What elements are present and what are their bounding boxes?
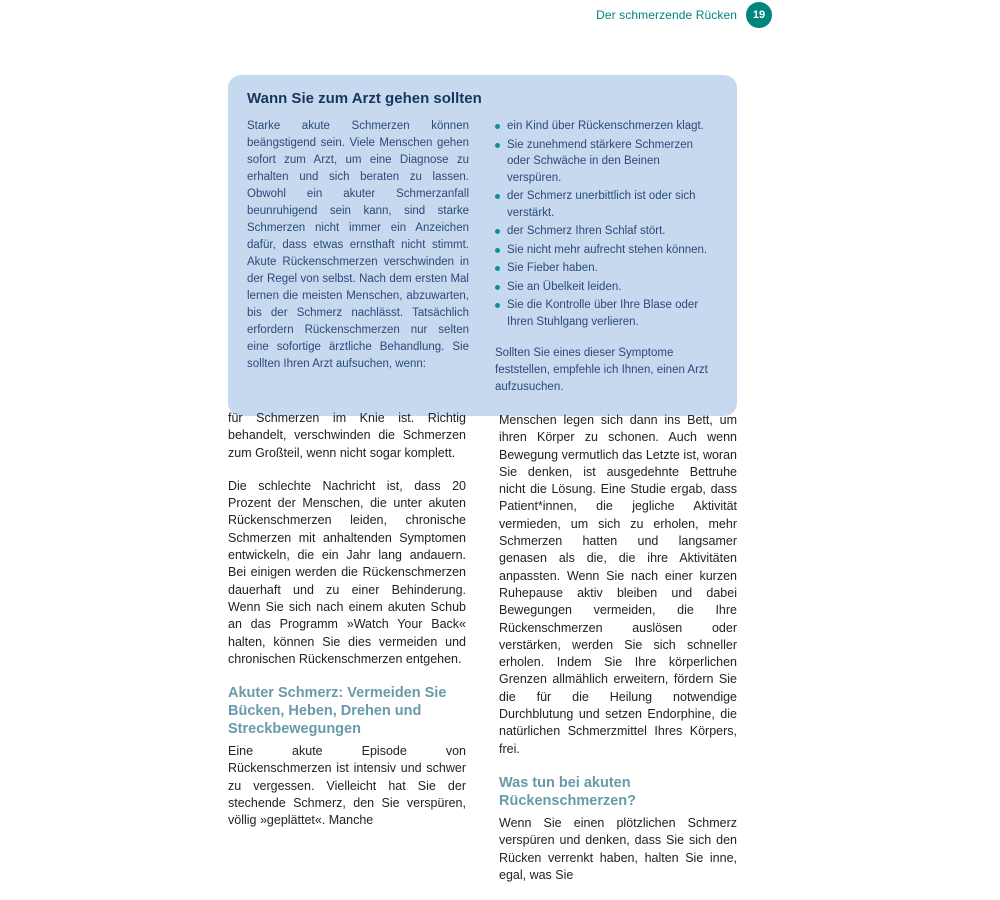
list-item-text: Sie die Kontrolle über Ihre Blase oder Ihren Stuhlgang verlieren. bbox=[507, 299, 699, 328]
infobox-intro: Starke akute Schmerzen können beängstigend sein. Viele Menschen gehen sofort zum Arzt, um eine Diagnose zu erhalten und sich beraten zu lassen. Obwohl ein akuter Schmerzanfall beunruhigend sein kann, sind starke Schmerzen nicht immer ein Anzeichen dafür, dass etwas ernsthaft nicht stimmt. Akute Rückenschmerzen verschwinden in der Regel von selbst. Nach dem ersten Mal lernen die meisten Menschen, abzuwarten, bis der Schmerz nachlässt. Tatsächlich erfordern Rückenschmerzen nur selten eine sofortige ärztliche Behandlung. Sie sollten Ihren Arzt aufsuchen, wenn: bbox=[247, 120, 469, 370]
list-item-text: Sie nicht mehr aufrecht stehen können. bbox=[507, 243, 708, 256]
running-title: Der schmerzende Rücken bbox=[596, 8, 737, 22]
bullet-dot-icon bbox=[495, 124, 500, 129]
left-column bbox=[228, 410, 466, 900]
list-item-text: der Schmerz Ihren Schlaf stört. bbox=[507, 225, 666, 237]
infobox-outro: Sollten Sie eines dieser Symptome feststellen, empfehle ich Ihnen, einen Arzt aufzusuchen. bbox=[495, 347, 708, 393]
bullet-dot-icon bbox=[495, 285, 500, 290]
infobox-right-column bbox=[495, 118, 717, 396]
list-item-text: der Schmerz unerbittlich ist oder sich verstärkt. bbox=[507, 190, 696, 219]
page-number-badge: 19 bbox=[746, 2, 772, 28]
list-item bbox=[495, 279, 717, 296]
infobox-columns bbox=[247, 118, 717, 396]
list-item bbox=[495, 188, 717, 221]
list-item bbox=[495, 118, 717, 135]
paragraph: Eine akute Episode von Rückenschmerzen ist intensiv und schwer zu vergessen. Vielleicht hat Sie der stechende Schmerz, den Sie verspüren, völlig »geplättet«. Manche bbox=[228, 744, 466, 828]
list-item-text: ein Kind über Rückenschmerzen klagt. bbox=[507, 120, 704, 132]
paragraph: für Schmerzen im Knie ist. Richtig behandelt, verschwinden die Schmerzen zum Großteil, wenn nicht sogar komplett. bbox=[228, 411, 466, 460]
list-item-text: Sie Fieber haben. bbox=[507, 262, 598, 274]
list-item bbox=[495, 260, 717, 277]
list-item bbox=[495, 242, 717, 259]
infobox-title: Wann Sie zum Arzt gehen sollten bbox=[247, 90, 482, 107]
list-item bbox=[495, 297, 717, 330]
paragraph: Wenn Sie einen plötzlichen Schmerz verspüren und denken, dass Sie sich den Rücken verrenkt haben, halten Sie inne, egal, was Sie bbox=[499, 815, 737, 882]
list-item-text: Sie zunehmend stärkere Schmerzen oder Schwäche in den Beinen verspüren. bbox=[507, 138, 694, 184]
bullet-dot-icon bbox=[495, 143, 500, 148]
section-heading: Was tun bei akuten Rückenschmerzen? bbox=[499, 774, 636, 809]
list-item bbox=[495, 137, 717, 187]
page-header bbox=[0, 2, 772, 28]
body-text bbox=[228, 410, 737, 900]
symptom-list bbox=[495, 118, 717, 330]
list-item bbox=[495, 223, 717, 240]
bullet-dot-icon bbox=[495, 266, 500, 271]
bullet-dot-icon bbox=[495, 248, 500, 253]
list-item-text: Sie an Übelkeit leiden. bbox=[507, 280, 622, 293]
bullet-dot-icon bbox=[495, 303, 500, 308]
section-heading: Akuter Schmerz: Vermeiden Sie Bücken, Heben, Drehen und Streckbewegungen bbox=[228, 685, 447, 738]
paragraph: Die schlechte Nachricht ist, dass 20 Prozent der Menschen, die unter akuten Rückenschmerzen leiden, chronische Schmerzen mit anhaltenden Symptomen entwickeln, die ein Jahr lang andauern. Bei einigen werden die Rückenschmerzen dauerhaft und zu einer Behinderung. Wenn Sie sich nach einem akuten Schub an das Programm »Watch Your Back« halten, können Sie dies vermeiden und chronischen Rückenschmerzen entgehen. bbox=[228, 478, 466, 666]
bullet-dot-icon bbox=[495, 194, 500, 199]
right-column bbox=[499, 410, 737, 900]
infobox bbox=[228, 75, 737, 416]
paragraph: Menschen legen sich dann ins Bett, um ihren Körper zu schonen. Auch wenn Bewegung vermutlich das Letzte ist, woran Sie denken, ist ausgedehnte Bettruhe nicht die Lösung. Eine Studie ergab, dass Patient*innen, die jegliche Aktivität vermieden, um sich zu erholen, mehr Schmerzen hatten und langsamer genasen als die, die ihre Aktivitäten anpassten. Wenn Sie nach einer kurzen Ruhepause aktiv bleiben und dabei Bewegungen vermeiden, die Ihre Rückenschmerzen auslösen oder verstärken, werden Sie sich schneller erholen. Indem Sie Ihre körperlichen Grenzen allmählich erweitern, fördern Sie die für die Heilung notwendige Durchblutung und setzen Endorphine, die natürlichen Schmerzmittel Ihres Körpers, frei. bbox=[499, 413, 737, 756]
bullet-dot-icon bbox=[495, 229, 500, 234]
